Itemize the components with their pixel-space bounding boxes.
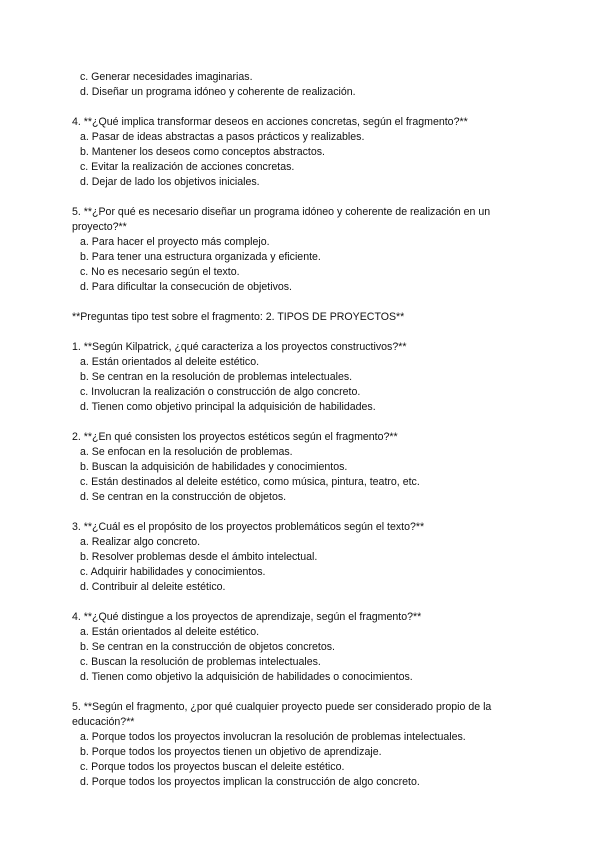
option-b: b. Para tener una estructura organizada y eficiente. [80,251,321,263]
option-b: b. Porque todos los proyectos tienen un objetivo de aprendizaje. [80,746,382,758]
option-list [72,625,528,685]
option-list [72,730,528,790]
option-c: c. Adquirir habilidades y conocimientos. [80,566,266,578]
option-a: a. Pasar de ideas abstractas a pasos prácticos y realizables. [80,131,365,143]
question-text: 5. **Según el fragmento, ¿por qué cualquier proyecto puede ser considerado propio de la educación?** [72,701,492,728]
option-a: a. Están orientados al deleite estético. [80,626,260,638]
option-b: b. Resolver problemas desde el ámbito intelectual. [80,551,318,563]
option-a: a. Se enfocan en la resolución de problemas. [80,446,293,458]
option-list [72,355,528,415]
option-c: c. Buscan la resolución de problemas intelectuales. [80,656,321,668]
question-block [72,430,528,505]
option-d: d. Tienen como objetivo la adquisición de habilidades o conocimientos. [80,671,413,683]
option-d: d. Se centran en la construcción de objetos. [80,491,287,503]
question-text: 3. **¿Cuál es el propósito de los proyectos problemáticos según el texto?** [72,521,425,533]
option-a: a. Porque todos los proyectos involucran la resolución de problemas intelectuales. [80,731,466,743]
question-block [72,700,528,790]
option-d: d. Tienen como objetivo principal la adquisición de habilidades. [80,401,376,413]
option-c: c. Porque todos los proyectos buscan el deleite estético. [80,761,345,773]
option-d: d. Diseñar un programa idóneo y coherente de realización. [80,86,356,98]
section-title: **Preguntas tipo test sobre el fragmento: 2. TIPOS DE PROYECTOS** [72,311,405,323]
option-list [72,535,528,595]
option-d: d. Contribuir al deleite estético. [80,581,226,593]
option-c: c. Involucran la realización o construcción de algo concreto. [80,386,361,398]
option-list [72,130,528,190]
option-d: d. Porque todos los proyectos implican la construcción de algo concreto. [80,776,420,788]
question-text: 2. **¿En qué consisten los proyectos estéticos según el fragmento?** [72,431,398,443]
option-c: c. Están destinados al deleite estético, como música, pintura, teatro, etc. [80,476,420,488]
option-list [72,235,528,295]
continuation-options [72,70,528,100]
option-c: c. Evitar la realización de acciones concretas. [80,161,295,173]
question-block [72,340,528,415]
question-block [72,520,528,595]
question-block [72,205,528,295]
document-content [72,70,528,805]
option-b: b. Buscan la adquisición de habilidades y conocimientos. [80,461,348,473]
option-d: d. Dejar de lado los objetivos iniciales. [80,176,260,188]
option-a: a. Están orientados al deleite estético. [80,356,260,368]
option-c: c. Generar necesidades imaginarias. [80,71,253,83]
question-text: 5. **¿Por qué es necesario diseñar un programa idóneo y coherente de realización en un proyecto?** [72,206,491,233]
option-b: b. Se centran en la construcción de objetos concretos. [80,641,335,653]
question-block [72,610,528,685]
question-text: 4. **¿Qué implica transformar deseos en acciones concretas, según el fragmento?** [72,116,468,128]
option-d: d. Para dificultar la consecución de objetivos. [80,281,292,293]
option-b: b. Se centran en la resolución de problemas intelectuales. [80,371,353,383]
question-text: 1. **Según Kilpatrick, ¿qué caracteriza a los proyectos constructivos?** [72,341,407,353]
option-c: c. No es necesario según el texto. [80,266,240,278]
option-a: a. Para hacer el proyecto más complejo. [80,236,270,248]
option-a: a. Realizar algo concreto. [80,536,201,548]
option-list [72,445,528,505]
question-text: 4. **¿Qué distingue a los proyectos de aprendizaje, según el fragmento?** [72,611,422,623]
question-block [72,115,528,190]
option-b: b. Mantener los deseos como conceptos abstractos. [80,146,325,158]
